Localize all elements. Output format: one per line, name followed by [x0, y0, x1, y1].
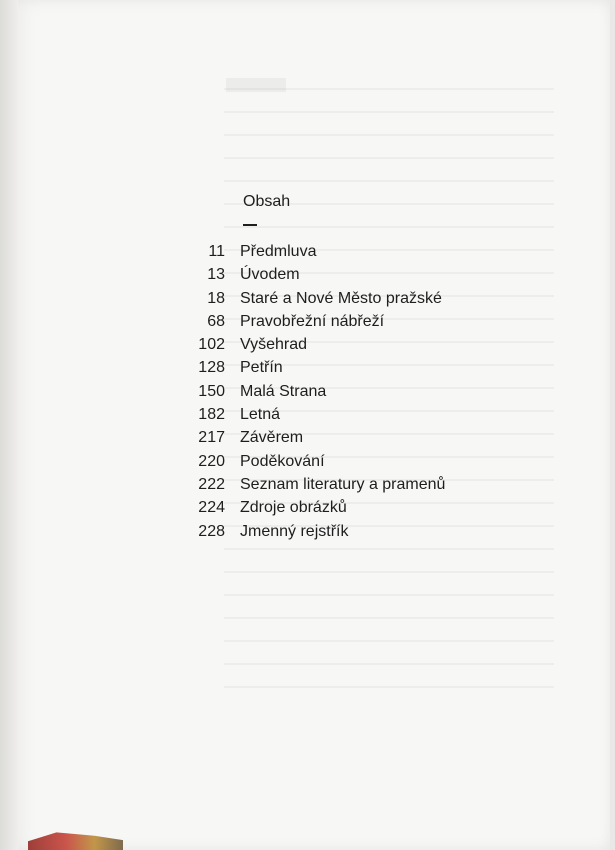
- toc-entry: [164, 287, 524, 310]
- book-page: [14, 0, 610, 850]
- toc-entry: [164, 380, 524, 403]
- toc-chapter-title: Seznam literatury a pramenů: [240, 475, 446, 493]
- toc-title: Obsah: [243, 193, 291, 210]
- toc-entry: [164, 403, 524, 426]
- toc-chapter-title: Úvodem: [240, 266, 300, 284]
- toc-page-number: 18: [207, 289, 225, 307]
- toc-page-number: 68: [207, 312, 225, 330]
- toc-entry: [164, 496, 524, 519]
- toc-page-number: 228: [198, 522, 225, 540]
- toc-chapter-title: Staré a Nové Město pražské: [240, 289, 442, 307]
- toc-entry: [164, 356, 524, 379]
- toc-page-number: 222: [198, 475, 225, 493]
- toc-chapter-title: Zdroje obrázků: [240, 499, 347, 517]
- toc-page-number: 217: [198, 429, 225, 447]
- toc-page-number: 11: [208, 243, 225, 260]
- toc-entry: [164, 263, 524, 286]
- toc-page-number: 128: [198, 359, 225, 377]
- toc-entry: [164, 310, 524, 333]
- toc-page-number: 182: [198, 406, 225, 424]
- toc-chapter-title: Závěrem: [240, 429, 304, 447]
- toc-chapter-title: Letná: [240, 406, 281, 424]
- title-dash: [243, 224, 257, 226]
- toc-chapter-title: Petřín: [240, 359, 283, 377]
- toc-chapter-title: Poděkování: [240, 452, 325, 470]
- toc-chapter-title: Malá Strana: [240, 382, 327, 400]
- toc-chapter-title: Předmluva: [240, 243, 317, 260]
- show-through-heading: [226, 78, 286, 92]
- toc-page-number: 224: [198, 499, 225, 517]
- toc-entry: [164, 520, 524, 543]
- toc-page-number: 102: [198, 336, 225, 354]
- toc-chapter-title: Pravobřežní nábřeží: [240, 312, 385, 330]
- toc-entry: [164, 473, 524, 496]
- toc-page-number: 13: [207, 266, 225, 284]
- toc-list: [164, 240, 524, 543]
- toc-entry: [164, 333, 524, 356]
- toc-page-number: 150: [198, 382, 225, 400]
- book-gutter: [0, 0, 18, 850]
- toc-chapter-title: Vyšehrad: [240, 336, 307, 354]
- toc-entry: [164, 450, 524, 473]
- toc-page-number: 220: [198, 452, 225, 470]
- toc-entry: [164, 426, 524, 449]
- toc-chapter-title: Jmenný rejstřík: [240, 522, 349, 540]
- toc-entry: [164, 240, 524, 263]
